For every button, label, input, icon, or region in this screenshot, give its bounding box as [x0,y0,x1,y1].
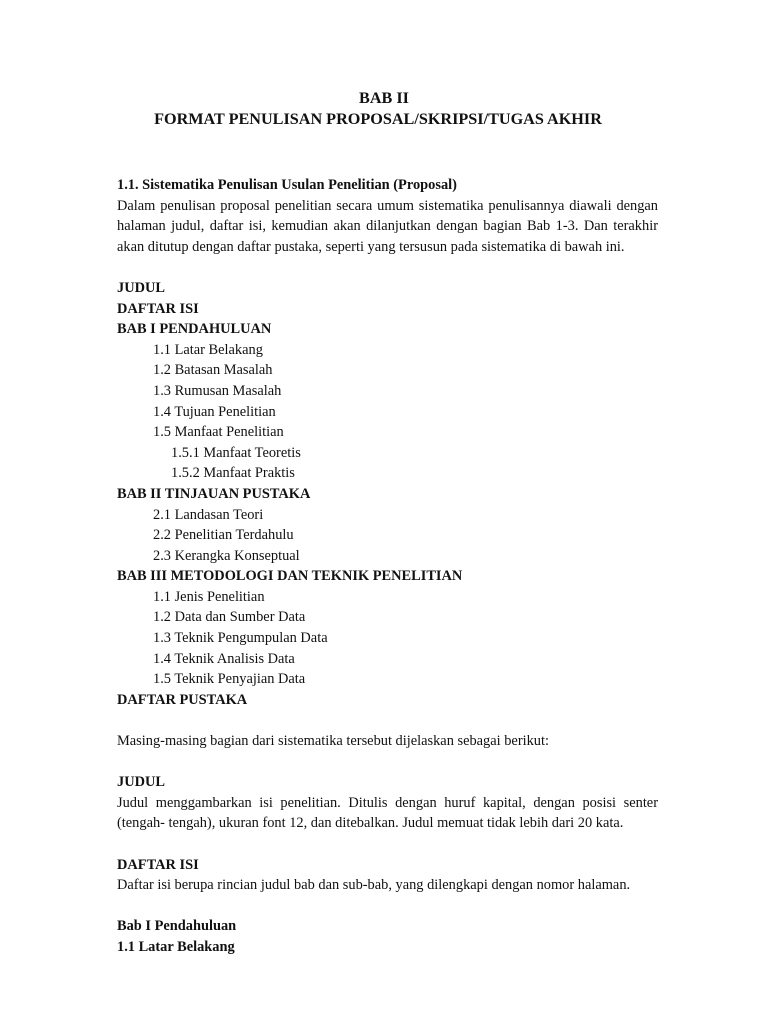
judul-heading: JUDUL [117,774,165,791]
outline-bab3-title: BAB III METODOLOGI DAN TEKNIK PENELITIAN [117,568,463,585]
outline-daftar-pustaka: DAFTAR PUSTAKA [117,691,248,708]
chapter-label: BAB II [359,89,409,107]
bab1-heading: Bab I Pendahuluan [117,918,237,935]
outline-item: 1.3 Rumusan Masalah [153,382,282,399]
outline-item: 1.4 Teknik Analisis Data [153,650,295,667]
outline-judul: JUDUL [117,279,165,296]
section-paragraph: Dalam penulisan proposal penelitian secara umum sistematika penulisannya diawali dengan halaman judul, daftar isi, kemudian akan dilanjutkan dengan bagian Bab 1-3. Dan terakhir akan ditutup dengan daftar pustaka, seperti yang tersusun pada sistematika di bawah ini. [117,197,658,255]
outline-subitem: 1.5.2 Manfaat Praktis [171,465,295,482]
outline-item: 1.2 Batasan Masalah [153,362,273,379]
page-title [0,88,768,130]
outline-item: 1.1 Latar Belakang [153,341,263,358]
outline-bab1-title: BAB I PENDAHULUAN [117,321,272,338]
daftar-isi-heading: DAFTAR ISI [117,856,199,873]
daftar-isi-paragraph: Daftar isi berupa rincian judul bab dan sub-bab, yang dilengkapi dengan nomor halaman. [117,877,631,894]
section-heading: 1.1. Sistematika Penulisan Usulan Penelitian (Proposal) [117,177,457,193]
outline-item: 1.5 Manfaat Penelitian [153,424,284,441]
chapter-title: FORMAT PENULISAN PROPOSAL/SKRIPSI/TUGAS AKHIR [154,110,602,128]
outline-item: 1.3 Teknik Pengumpulan Data [153,630,328,647]
outline [117,278,658,710]
outline-bab2-title: BAB II TINJAUAN PUSTAKA [117,485,311,502]
judul-paragraph: Judul menggambarkan isi penelitian. Ditulis dengan huruf kapital, dengan posisi senter (tengah- tengah), ukuran font 12, dan ditebalkan. Judul memuat tidak lebih dari 20 kata. [117,794,658,832]
outline-item: 1.2 Data dan Sumber Data [153,609,306,626]
outline-item: 2.2 Penelitian Terdahulu [153,527,294,544]
outline-item: 2.3 Kerangka Konseptual [153,547,300,564]
outline-item: 1.4 Tujuan Penelitian [153,403,276,420]
outline-item: 1.1 Jenis Penelitian [153,588,265,605]
outline-daftar-isi: DAFTAR ISI [117,300,199,317]
outline-item: 2.1 Landasan Teori [153,506,264,523]
outline-subitem: 1.5.1 Manfaat Teoretis [171,444,301,461]
intro-line: Masing-masing bagian dari sistematika tersebut dijelaskan sebagai berikut: [117,733,550,750]
outline-item: 1.5 Teknik Penyajian Data [153,671,306,688]
document-body [117,175,658,958]
bab1-subheading: 1.1 Latar Belakang [117,938,235,955]
